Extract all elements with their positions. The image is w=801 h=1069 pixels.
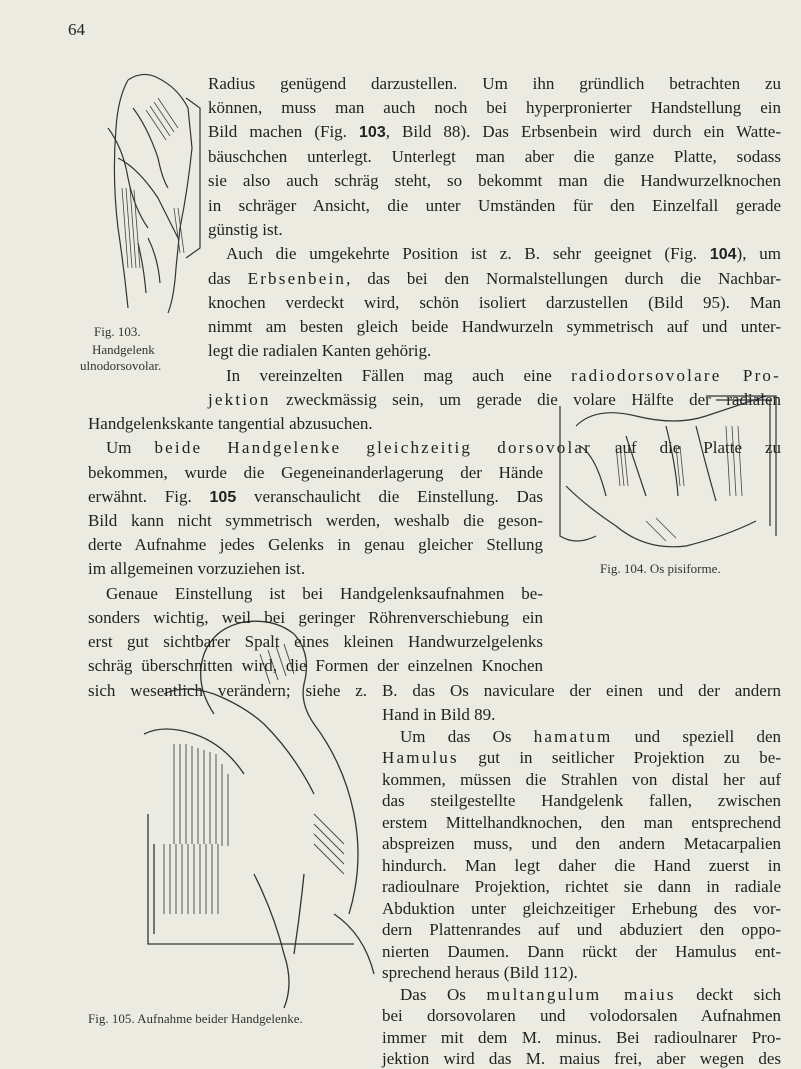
text-line: radioulnare Projektion, richtet sie dann in radiale	[382, 877, 781, 896]
text-line: dern Plattenrandes auf und abduziert den oppo-	[382, 920, 781, 939]
text-line: sprechend heraus (Bild 112).	[382, 963, 578, 982]
text-line: Um das Os hamatum und speziell den	[400, 726, 782, 746]
text-line: Bild kann nicht symmetrisch werden, weshalb die geson-	[88, 511, 543, 530]
text-line: abspreizen muss, und den andern Metacarpalien	[382, 834, 781, 853]
text-line: erstem Mittelhandknochen, den man entsprechend	[382, 812, 781, 832]
text-line: erwähnt. Fig. 105 veranschaulicht die Einstellung. Das	[88, 487, 543, 506]
text-line: legt die radialen Kanten gehörig.	[208, 341, 432, 360]
text-line: Radius genügend darzustellen. Um ihn gründlich betrachten zu	[208, 74, 781, 93]
text-line: nierten Daumen. Dann rückt der Hamulus ent-	[382, 941, 781, 961]
text-line: sonders wichtig, weil bei geringer Röhrenverschiebung ein	[88, 608, 543, 627]
figure-103-caption-line1: Handgelenk	[92, 342, 155, 357]
text-line: knochen verdeckt wird, schön isoliert darzustellen (Bild 95). Man	[208, 293, 781, 312]
figure-103-illustration	[88, 68, 206, 318]
page-number: 64	[68, 20, 85, 39]
text-line: können, muss man auch noch bei hyperpronierter Handstellung ein	[208, 98, 781, 117]
text-line: Hamulus gut in seitlicher Projektion zu be-	[382, 748, 782, 767]
text-line: Auch die umgekehrte Position ist z. B. sehr geeignet (Fig. 104), um	[226, 244, 782, 263]
text-line: Bild machen (Fig. 103, Bild 88). Das Erbsenbein wird durch ein Watte-	[208, 122, 782, 141]
figure-103-caption-line2: ulnodorsovolar.	[80, 358, 162, 373]
text-line: In vereinzelten Fällen mag auch eine radiodorsovolare Pro-	[226, 366, 781, 385]
text-line: das steilgestellte Handgelenk fallen, zwischen	[382, 791, 781, 810]
text-line: im allgemeinen vorzuziehen ist.	[88, 559, 306, 578]
figure-104-caption: Fig. 104. Os pisiforme.	[600, 561, 721, 576]
text-line: Um beide Handgelenke gleichzeitig dorsovolar auf die Platte zu	[106, 438, 782, 457]
text-line: bekommen, wurde die Gegeneinanderlagerung der Hände	[88, 463, 543, 482]
figure-105-caption: Fig. 105. Aufnahme beider Handgelenke.	[88, 1011, 303, 1026]
text-line: günstig ist.	[208, 220, 283, 239]
text-line: immer mit dem M. minus. Bei radioulnarer Pro-	[382, 1027, 781, 1047]
text-line: sich wesentlich verändern; siehe z. B. das Os naviculare der einen und der andern	[88, 681, 781, 700]
text-line: hindurch. Man legt daher die Hand zuerst in	[382, 855, 781, 875]
text-line: derte Aufnahme jedes Gelenks in genau gleicher Stellung	[88, 535, 543, 554]
figure-103-caption-number: Fig. 103.	[94, 324, 141, 339]
text-line: bei dorsovolaren und volodorsalen Aufnahmen	[382, 1006, 781, 1025]
text-line: Handgelenkskante tangential abzusuchen.	[88, 414, 373, 433]
text-line: Hand in Bild 89.	[382, 705, 496, 724]
text-line: schräg überschnitten wird, die Formen der einzelnen Knochen	[88, 656, 543, 675]
text-line: das Erbsenbein, das bei den Normalstellungen durch die Nachbar-	[208, 269, 782, 288]
text-line: Genaue Einstellung ist bei Handgelenksaufnahmen be-	[106, 584, 543, 603]
text-line: jektion zweckmässig sein, um gerade die volare Hälfte der radialen	[208, 390, 781, 409]
text-line: kommen, müssen die Strahlen von distal her auf	[382, 769, 781, 789]
text-line: in schräger Ansicht, die unter Umständen für den Einzelfall gerade	[208, 196, 781, 215]
text-line: nimmt am besten gleich beide Handwurzeln symmetrisch auf und unter-	[208, 317, 781, 336]
text-line: jektion wird das M. maius frei, aber wegen des	[382, 1049, 781, 1068]
figure-104-illustration	[556, 386, 782, 558]
text-line: bäuschchen unterlegt. Unterlegt man aber die ganze Platte, sodass	[208, 147, 781, 166]
text-line: erst gut sichtbarer Spalt eines kleinen Handwurzelgelenks	[88, 632, 543, 651]
text-line: sie also auch schräg steht, so bekommt man die Handwurzelknochen	[208, 171, 781, 190]
text-line: Abduktion unter gleichzeitiger Erhebung des vor-	[382, 898, 781, 918]
text-line: Das Os multangulum maius deckt sich	[400, 984, 782, 1004]
